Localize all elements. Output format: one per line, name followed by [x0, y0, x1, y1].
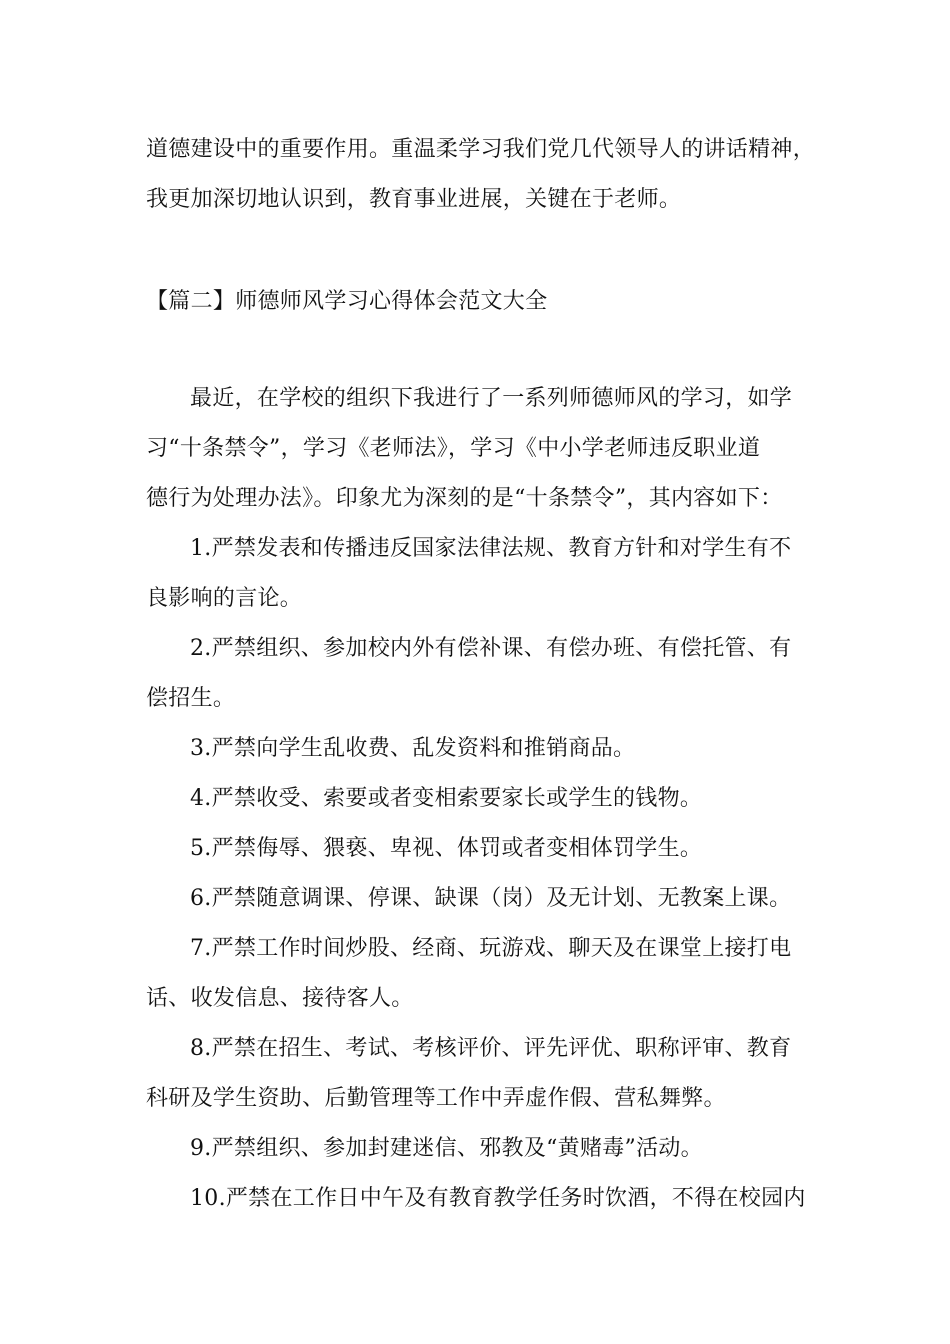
list-item: 10.严禁在工作日中午及有教育教学任务时饮酒，不得在校园内 [190, 1186, 806, 1211]
list-item: 6.严禁随意调课、停课、缺课（岗）及无计划、无教案上课。 [190, 886, 792, 911]
body-text-line: 最近，在学校的组织下我进行了一系列师德师风的学习，如学 [190, 386, 793, 411]
list-item: 8.严禁在招生、考试、考核评价、评先评优、职称评审、教育 [190, 1036, 792, 1061]
list-item: 9.严禁组织、参加封建迷信、邪教及“黄赌毒”活动。 [190, 1136, 703, 1161]
list-item: 5.严禁侮辱、猥亵、卑视、体罚或者变相体罚学生。 [190, 836, 703, 861]
body-text-line: 我更加深切地认识到，教育事业进展，关键在于老师。 [146, 187, 682, 212]
list-item: 2.严禁组织、参加校内外有偿补课、有偿办班、有偿托管、有 [190, 636, 792, 661]
body-text-line: 习“十条禁令”，学习《老师法》，学习《中小学老师违反职业道 [146, 436, 761, 461]
list-item-continuation: 话、收发信息、接待客人。 [146, 986, 414, 1011]
list-item-continuation: 良影响的言论。 [146, 586, 303, 611]
section-heading: 【篇二】师德师风学习心得体会范文大全 [146, 289, 548, 314]
body-text-line: 道德建设中的重要作用。重温柔学习我们党几代领导人的讲话精神， [146, 137, 816, 162]
list-item: 3.严禁向学生乱收费、乱发资料和推销商品。 [190, 736, 636, 761]
list-item: 4.严禁收受、索要或者变相索要家长或学生的钱物。 [190, 786, 703, 811]
list-item-continuation: 科研及学生资助、后勤管理等工作中弄虚作假、营私舞弊。 [146, 1086, 726, 1111]
list-item-continuation: 偿招生。 [146, 686, 236, 711]
body-text-line: 德行为处理办法》。印象尤为深刻的是“十条禁令”，其内容如下： [146, 486, 783, 511]
list-item: 1.严禁发表和传播违反国家法律法规、教育方针和对学生有不 [190, 536, 792, 561]
list-item: 7.严禁工作时间炒股、经商、玩游戏、聊天及在课堂上接打电 [190, 936, 792, 961]
